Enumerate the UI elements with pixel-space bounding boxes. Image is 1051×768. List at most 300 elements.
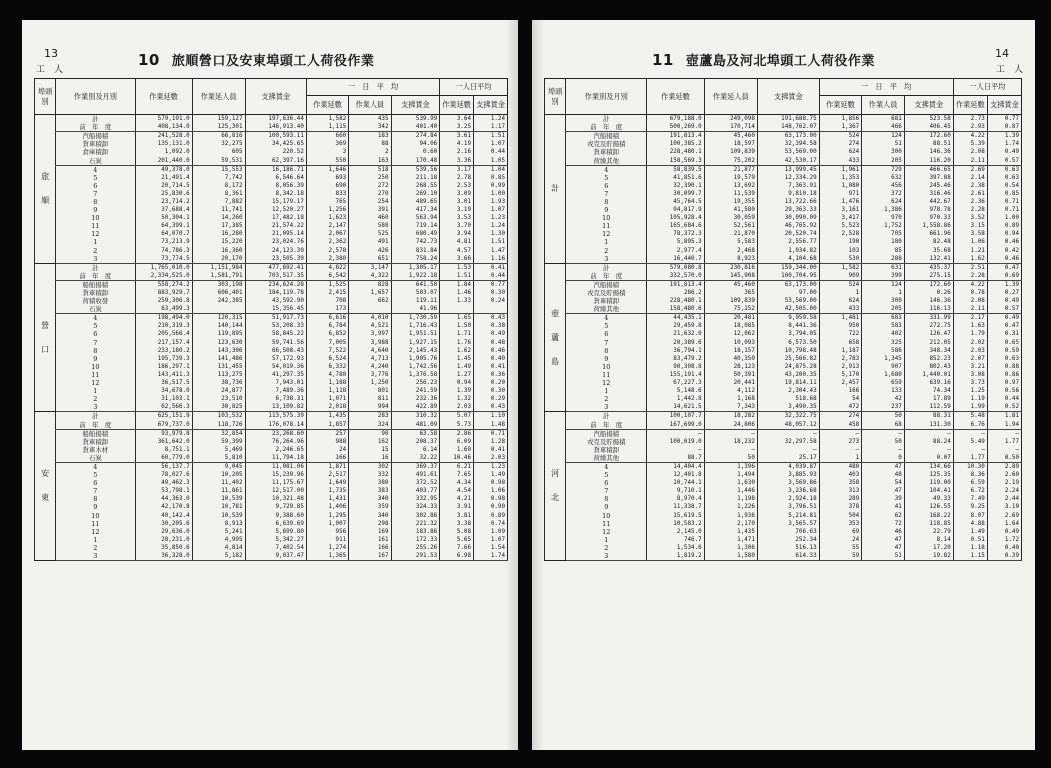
table-cell-c4: 693 (306, 174, 348, 182)
table-cell-c6: 221.32 (391, 520, 440, 528)
row-label: 戎克及貯揚積 (566, 289, 647, 297)
table-cell-c5: 3,988 (349, 339, 391, 347)
table-row (545, 182, 1022, 190)
table-cell-c7: 1.33 (440, 297, 474, 305)
table-cell-c6: 310.32 (391, 412, 440, 421)
table-cell-c4: 1,071 (306, 395, 348, 403)
table-row (35, 429, 508, 438)
table-cell-c8: 0.57 (987, 305, 1021, 314)
table-cell-c4: 2,067 (306, 230, 348, 238)
header-daily-average: 一 日 平 均 (819, 79, 953, 96)
table-row (35, 412, 508, 421)
table-cell-c7: 6.21 (440, 462, 474, 471)
table-cell-c8: 0.48 (474, 339, 508, 347)
table-cell-c4: 1,871 (306, 462, 348, 471)
table-row (35, 115, 508, 124)
table-cell-c3: 24,875.28 (757, 363, 819, 371)
table-cell-c3: 23,024.76 (245, 238, 306, 246)
table-cell-c3: 518.68 (757, 395, 819, 403)
table-cell-c2: 10,205 (192, 471, 245, 479)
table-cell-c2: 28,123 (704, 363, 757, 371)
table-cell-c3: 7,943.01 (245, 379, 306, 387)
table-cell-c7: 8.07 (953, 512, 987, 520)
table-cell-c6: 1,730.59 (391, 314, 440, 323)
table-cell-c5: 167 (349, 552, 391, 561)
header-per-person-average: 一人日平均 (953, 79, 1021, 96)
row-label: 8 (566, 347, 647, 355)
table-cell-c6: 466.65 (904, 165, 953, 174)
table-cell-c8: 0.20 (474, 379, 508, 387)
table-row (545, 438, 1022, 446)
table-cell-c1: 165,684.6 (647, 222, 704, 230)
table-cell-c2: 14,260 (192, 214, 245, 222)
table-cell-c5: 383 (349, 487, 391, 495)
table-cell-c2: 59,531 (192, 156, 245, 165)
table-cell-c2: 1,396 (704, 462, 757, 471)
table-cell-c7: 3.91 (440, 503, 474, 511)
row-label: 10 (56, 512, 135, 520)
table-cell-c3: 10,321.48 (245, 495, 306, 503)
table-cell-c6: 119.00 (904, 479, 953, 487)
table-cell-c4: 6,542 (306, 272, 348, 281)
table-cell-c1: 8,970.4 (647, 495, 704, 503)
table-cell-c8: 0.30 (474, 289, 508, 297)
table-cell-c6: 831.84 (391, 247, 440, 255)
table-cell-c3: 703,517.35 (245, 272, 306, 281)
row-label: 1 (56, 536, 135, 544)
table-cell-c7: 2.28 (953, 206, 987, 214)
table-cell-c1: 25,830.6 (135, 190, 192, 198)
table-cell-c3: 184,119.78 (245, 289, 306, 297)
table-cell-c8: 0.71 (987, 198, 1021, 206)
table-cell-c3: 3,885.93 (757, 471, 819, 479)
table-row (545, 495, 1022, 503)
table-cell-c8: 1.23 (474, 462, 508, 471)
table-cell-c8: 2.24 (987, 487, 1021, 495)
row-label: 8 (56, 495, 135, 503)
table-cell-c2: 32,854 (192, 429, 245, 438)
table-row (545, 115, 1022, 124)
table-cell-c2 (192, 305, 245, 314)
table-cell-c3: 10,798.48 (757, 347, 819, 355)
table-row (545, 190, 1022, 198)
table-cell-c5: 380 (349, 479, 391, 487)
table-cell-c1: 20,714.5 (135, 182, 192, 190)
table-cell-c7: 3.01 (440, 198, 474, 206)
table-cell-c5: 254 (349, 198, 391, 206)
table-cell-c8: 1.51 (474, 132, 508, 141)
table-row (35, 339, 508, 347)
table-cell-c4: 524 (819, 132, 862, 141)
table-cell-c5: 729 (862, 165, 905, 174)
table-cell-c2: 13,692 (704, 182, 757, 190)
table-cell-c8: 0.41 (474, 263, 508, 272)
table-cell-c8: 0.41 (474, 446, 508, 454)
table-cell-c6: 0.26 (904, 289, 953, 297)
row-label: 5 (566, 471, 647, 479)
row-label: 5 (566, 174, 647, 182)
row-label: 3 (566, 255, 647, 264)
table-cell-c6: 397.88 (904, 174, 953, 182)
table-cell-c6: 255.26 (391, 544, 440, 552)
table-cell-c5: 583 (862, 322, 905, 330)
table-cell-c6: 401.40 (391, 123, 440, 132)
table-cell-c8: 0.59 (987, 347, 1021, 355)
table-cell-c3: 159,344.00 (757, 263, 819, 272)
row-label: 石炭 (56, 156, 135, 165)
right-page (532, 20, 1035, 750)
table-cell-c3: 53,208.33 (245, 322, 306, 330)
table-cell-c6: 41.96 (391, 305, 440, 314)
table-cell-c8: 1.48 (474, 420, 508, 429)
row-label: 1 (566, 387, 647, 395)
place-name-text: 壺蘆島 (551, 308, 560, 366)
row-label: 6 (56, 330, 135, 338)
table-cell-c4: 1 (819, 454, 862, 463)
table-cell-c4: 1,646 (306, 165, 348, 174)
table-row (545, 403, 1022, 412)
table-cell-c1: 2,334,525.0 (135, 272, 192, 281)
table-cell-c5: 399 (862, 272, 905, 281)
table-cell-c2: 1,936 (704, 512, 757, 520)
table-cell-c4: 2,517 (306, 471, 348, 479)
row-label: 12 (56, 379, 135, 387)
table-cell-c7: 6.72 (953, 487, 987, 495)
table-cell-c8: 1.39 (987, 280, 1021, 289)
table-cell-c7: 1.79 (953, 330, 987, 338)
table-cell-c3: 43,200.35 (757, 371, 819, 379)
table-cell-c7: 3.94 (440, 230, 474, 238)
table-cell-c8: — (987, 429, 1021, 438)
table-cell-c4: 624 (819, 297, 862, 305)
table-cell-c2: 20,441 (704, 379, 757, 387)
table-row (545, 487, 1022, 495)
table-cell-c4: 6,852 (306, 330, 348, 338)
table-cell-c3: 32,322.75 (757, 412, 819, 421)
table-cell-c1: 228,480.1 (647, 297, 704, 305)
table-cell-c4: 166 (306, 454, 348, 463)
table-cell-c4: 6,332 (306, 363, 348, 371)
table-cell-c4: 1,856 (819, 115, 862, 124)
table-cell-c5: 54 (862, 479, 905, 487)
table-cell-c5: 47 (862, 487, 905, 495)
table-cell-c3: 42,530.17 (757, 156, 819, 165)
table-cell-c4: 956 (306, 528, 348, 536)
row-label: 前 年 度 (56, 123, 135, 132)
table-cell-c6: 116.20 (904, 156, 953, 165)
table-cell-c6: — (904, 429, 953, 438)
table-cell-c5: 342 (349, 123, 391, 132)
table-number: 10 (138, 51, 160, 69)
row-label: 倉庫積卸 (56, 148, 135, 156)
table-cell-c4: 1,365 (306, 552, 348, 561)
table-cell-c2: — (704, 446, 757, 454)
table-cell-c4: 708 (306, 297, 348, 305)
table-cell-c7: 4.88 (953, 520, 987, 528)
table-cell-c3: 34,425.65 (245, 140, 306, 148)
table-cell-c6: 802.43 (904, 363, 953, 371)
table-cell-c1: 93,979.8 (135, 429, 192, 438)
row-label: 12 (566, 528, 647, 536)
table-cell-c3: 42,505.00 (757, 305, 819, 314)
table-cell-c1: 30,099.7 (647, 190, 704, 198)
table-cell-c3: 477,692.41 (245, 263, 306, 272)
table-row (545, 412, 1022, 421)
table-cell-c6: 852.23 (904, 355, 953, 363)
table-cell-c4: 2,362 (306, 238, 348, 246)
header-daily-work: 作業延數 (819, 96, 862, 115)
table-cell-c8: 1.00 (987, 214, 1021, 222)
row-label: 5 (56, 471, 135, 479)
table-cell-c6: 0.60 (391, 148, 440, 156)
table-row (35, 379, 508, 387)
table-cell-c8: 2.19 (987, 479, 1021, 487)
table-cell-c1: 49,378.0 (135, 165, 192, 174)
table-row (35, 148, 508, 156)
table-cell-c8: 1.04 (474, 165, 508, 174)
table-cell-c8: 1.10 (474, 412, 508, 421)
row-label: 3 (56, 403, 135, 412)
row-label: 10 (56, 214, 135, 222)
table-cell-c6: 49.33 (904, 495, 953, 503)
table-cell-c6: 268.55 (391, 182, 440, 190)
table-cell-c1: 62,566.3 (135, 403, 192, 412)
row-label: 船舶揚積 (56, 280, 135, 289)
table-cell-c5: 3,147 (349, 263, 391, 272)
table-cell-c1: 679,737.0 (135, 420, 192, 429)
table-cell-c5: 3,997 (349, 330, 391, 338)
table-cell-c6: 403.77 (391, 487, 440, 495)
table-cell-c7: 3.38 (440, 520, 474, 528)
table-row (35, 347, 508, 355)
table-cell-c7: 1.51 (440, 272, 474, 281)
table-cell-c1: 100,107.7 (647, 412, 704, 421)
table-cell-c2: 120,315 (192, 314, 245, 323)
table-cell-c2: 1,435 (704, 528, 757, 536)
row-label: 9 (566, 355, 647, 363)
table-cell-c2: 2,468 (704, 247, 757, 255)
table-cell-c7: 8.36 (953, 471, 987, 479)
table-row (35, 544, 508, 552)
table-cell-c4: 1,582 (306, 115, 348, 124)
table-cell-c3: 16,186.71 (245, 165, 306, 174)
header-place: 埠頭別 (35, 79, 56, 115)
table-cell-c4: 1,118 (306, 387, 348, 395)
row-label: 戎克及貯揚積 (566, 140, 647, 148)
table-cell-c1: 36,517.5 (135, 379, 192, 387)
table-cell-c6: 1,376.58 (391, 371, 440, 379)
row-label: 計 (56, 115, 135, 124)
table-cell-c5: 15 (349, 446, 391, 454)
table-cell-c6: 22.79 (904, 528, 953, 536)
header-worker-count: 作業延人員 (704, 79, 757, 115)
row-label: 6 (56, 479, 135, 487)
table-cell-c3: 13,999.45 (757, 165, 819, 174)
table-cell-c4: 2,913 (819, 363, 862, 371)
table-cell-c8: 0.24 (474, 297, 508, 305)
table-row (35, 471, 508, 479)
table-cell-c4: 1,431 (306, 495, 348, 503)
table-row (35, 387, 508, 395)
table-cell-c8: 0.85 (474, 174, 508, 182)
row-label: 6 (566, 479, 647, 487)
table-cell-c7: 3.52 (953, 214, 987, 222)
table-cell-c1: 217,157.4 (135, 339, 192, 347)
table-cell-c3: 8,056.39 (245, 182, 306, 190)
table-row (545, 454, 1022, 463)
table-cell-c6: 212.05 (904, 339, 953, 347)
table-cell-c5: 332 (349, 471, 391, 479)
table-cell-c5: 62 (862, 512, 905, 520)
table-cell-c1: 210,319.3 (135, 322, 192, 330)
row-label: 戎克及貯揚積 (566, 438, 647, 446)
table-cell-c6: 119.11 (391, 297, 440, 305)
table-cell-c3: 5,214.81 (757, 512, 819, 520)
table-cell-c5: 124 (862, 132, 905, 141)
table-cell-c2: 5,241 (192, 528, 245, 536)
table-cell-c1: 105,928.4 (647, 214, 704, 222)
table-cell-c2: 103,532 (192, 412, 245, 421)
table-cell-c4: 289 (819, 495, 862, 503)
section-label: 工 人 (36, 65, 64, 75)
table-cell-c3: 7,363.91 (757, 182, 819, 190)
table-cell-c8: 0.89 (474, 512, 508, 520)
table-cell-c8: 0.46 (474, 347, 508, 355)
table-cell-c7: 4.22 (953, 132, 987, 141)
table-cell-c6: 211.18 (391, 174, 440, 182)
table-cell-c7: 2.08 (953, 148, 987, 156)
table-cell-c3: 9,959.58 (757, 314, 819, 323)
table-cell-c8: 0.90 (474, 503, 508, 511)
table-cell-c7: 2.17 (953, 314, 987, 323)
table-cell-c7: 2.02 (953, 339, 987, 347)
table-cell-c8: 0.44 (474, 272, 508, 281)
table-cell-c5: 907 (862, 363, 905, 371)
row-label: 8 (566, 495, 647, 503)
table-cell-c8: 0.97 (987, 379, 1021, 387)
table-cell-c8: 2.44 (987, 495, 1021, 503)
table-cell-c8: 0.54 (987, 182, 1021, 190)
table-cell-c5: 41 (862, 503, 905, 511)
table-cell-c3: 30,090.09 (757, 214, 819, 222)
table-cell-c2: 20,170 (192, 255, 245, 264)
table-cell-c2: 606,401 (192, 289, 245, 297)
table-cell-c6: 63.58 (391, 429, 440, 438)
row-label: 貨車木材 (56, 446, 135, 454)
row-label: 4 (566, 165, 647, 174)
table-cell-c5: 205 (862, 305, 905, 314)
table-cell-c7: 10.46 (440, 454, 474, 463)
table-cell-c1: 195,739.3 (135, 355, 192, 363)
table-cell-c5: 169 (349, 528, 391, 536)
header-daily-workers: 作業人員 (862, 96, 905, 115)
table-cell-c2: 19,355 (704, 198, 757, 206)
table-cell-c7: 1.60 (440, 446, 474, 454)
table-cell-c7: 4.54 (440, 487, 474, 495)
header-person-work: 作業延數 (953, 96, 987, 115)
table-row (35, 495, 508, 503)
table-cell-c6: 302.86 (391, 512, 440, 520)
table-cell-c1: 679,188.0 (647, 115, 704, 124)
table-cell-c3: 8,441.36 (757, 322, 819, 330)
row-label: 11 (566, 371, 647, 379)
table-cell-c7: 1.99 (953, 403, 987, 412)
table-cell-c4: 3,161 (819, 206, 862, 214)
table-cell-c4: 1,295 (306, 512, 348, 520)
row-label: 4 (56, 165, 135, 174)
table-cell-c7: 1.62 (440, 347, 474, 355)
table-cell-c8: 1.07 (474, 206, 508, 214)
table-cell-c5: 324 (349, 420, 391, 429)
table-cell-c1: 23,714.2 (135, 198, 192, 206)
row-label: 12 (56, 230, 135, 238)
table-cell-c3: 3,569.86 (757, 479, 819, 487)
table-cell-c3: 63,173.00 (757, 132, 819, 141)
table-cell-c7: 1.53 (440, 263, 474, 272)
table-cell-c3: 8,342.18 (245, 190, 306, 198)
table-cell-c3: 6,738.31 (245, 395, 306, 403)
table-cell-c1: 20,389.6 (647, 339, 704, 347)
table-cell-c7: 5.07 (440, 412, 474, 421)
row-label: 10 (566, 363, 647, 371)
table-cell-c2: 50,391 (704, 371, 757, 379)
table-cell-c3: 252.34 (757, 536, 819, 544)
row-label: 3 (566, 552, 647, 561)
table-row (35, 454, 508, 463)
table-cell-c4: 7,522 (306, 347, 348, 355)
table-cell-c8: 0.31 (987, 330, 1021, 338)
table-cell-c6: 82.48 (904, 238, 953, 246)
table-cell-c3: 9,729.85 (245, 503, 306, 511)
table-cell-c8: 0.46 (987, 255, 1021, 264)
table-cell-c6: 125.35 (904, 471, 953, 479)
row-label: 10 (566, 512, 647, 520)
table-cell-c3: 32,297.58 (757, 438, 819, 446)
row-label: 5 (56, 322, 135, 330)
row-label: 貨車積卸 (566, 297, 647, 305)
table-row (35, 520, 508, 528)
table-cell-c5: 1,345 (862, 355, 905, 363)
table-number: 11 (652, 51, 674, 69)
table-cell-c8: 1.06 (474, 487, 508, 495)
row-label: 5 (56, 174, 135, 182)
table-cell-c1: 191,813.4 (647, 280, 704, 289)
table-cell-c5: 4,640 (349, 347, 391, 355)
row-label: 3 (56, 255, 135, 264)
table-cell-c6: 331.99 (904, 314, 953, 323)
table-cell-c7: 4.19 (440, 140, 474, 148)
table-row (35, 123, 508, 132)
table-cell-c1: 558,274.2 (135, 280, 192, 289)
table-cell-c6: 8.14 (904, 536, 953, 544)
left-page (22, 20, 518, 750)
table-cell-c7: 2.69 (953, 165, 987, 174)
row-label: 6 (566, 182, 647, 190)
row-label: 10 (566, 214, 647, 222)
table-cell-c3: 13,109.82 (245, 403, 306, 412)
table-title-text: 壺蘆島及河北埠頭工人荷役作業 (685, 54, 875, 69)
table-cell-c1: 1,819.2 (647, 552, 704, 561)
table-cell-c2: 1,168 (704, 395, 757, 403)
table-cell-c7: 6.98 (440, 552, 474, 561)
table-cell-c5: 631 (862, 263, 905, 272)
table-cell-c7: 1.77 (953, 454, 987, 463)
table-cell-c6: 126.47 (904, 330, 953, 338)
table-row (545, 222, 1022, 230)
table-cell-c4: 1,481 (819, 314, 862, 323)
table-cell-c1: 35,850.6 (135, 544, 192, 552)
table-cell-c6: 146.36 (904, 148, 953, 156)
